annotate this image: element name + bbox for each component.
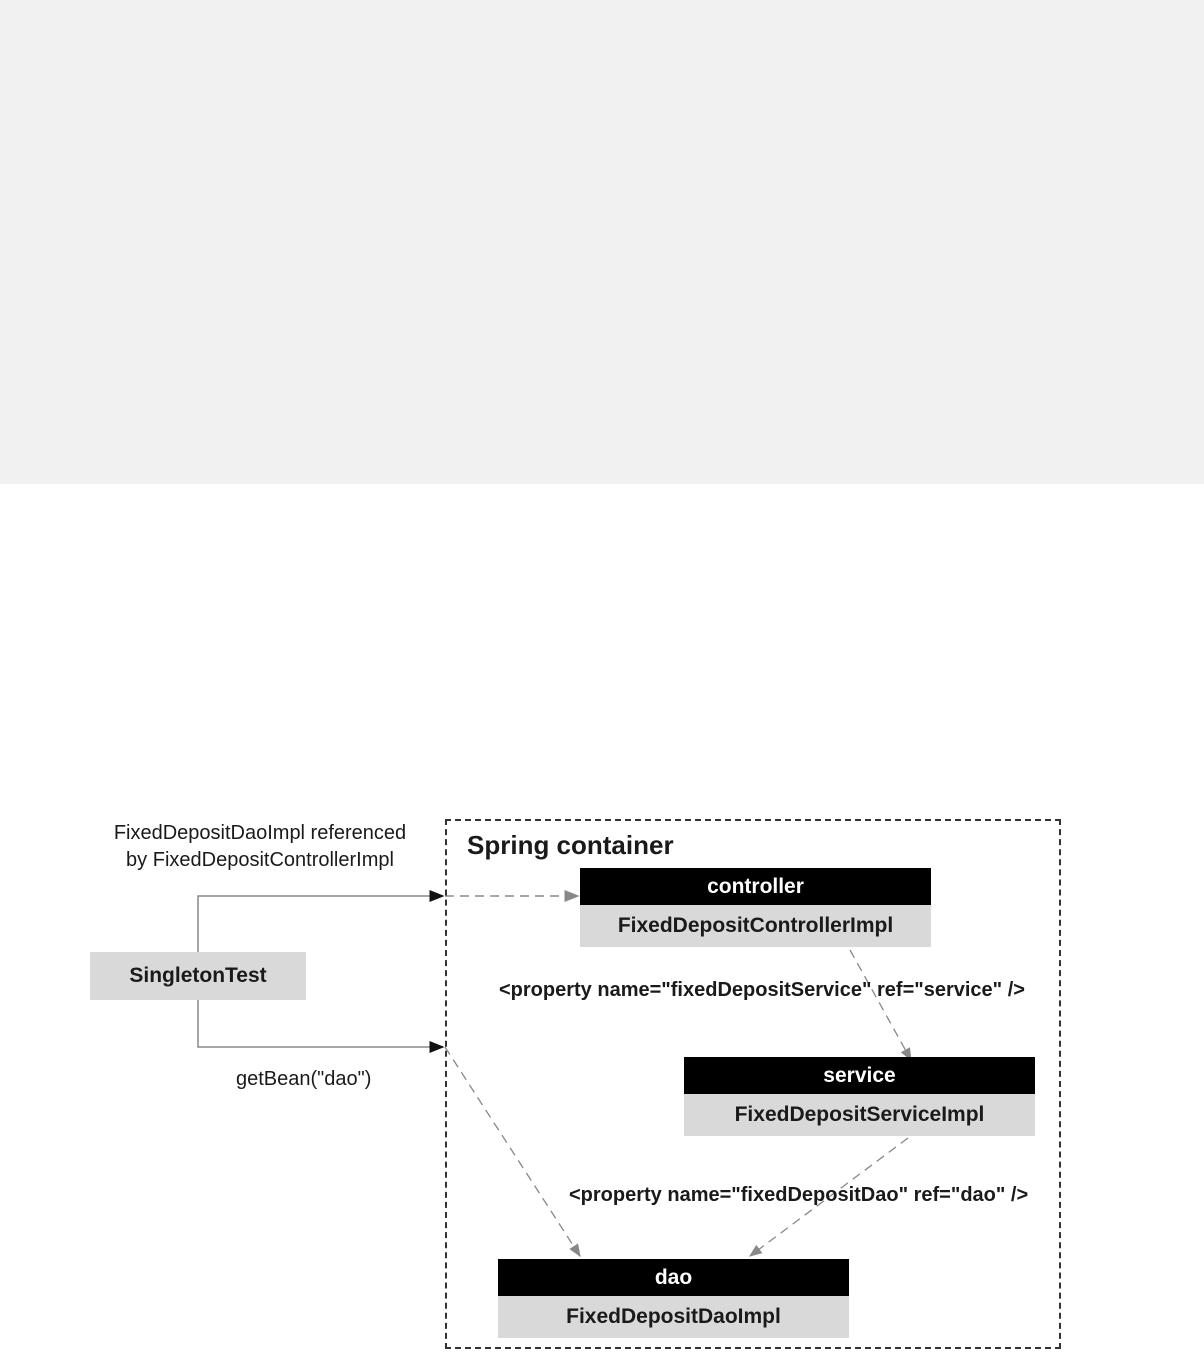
controller-bean [580,868,931,947]
dao-bean-id: dao [498,1259,849,1296]
reference-note-line2: by FixedDepositControllerImpl [126,849,394,871]
reference-note-line1: FixedDepositDaoImpl referenced [113,822,407,844]
controller-bean-id: controller [580,868,931,905]
controller-bean-class: FixedDepositControllerImpl [580,905,931,947]
dao-property-label: <property name="fixedDepositDao" ref="dao" /> [569,1184,1029,1206]
getbean-label: getBean("dao") [236,1068,372,1090]
dao-bean [498,1259,849,1338]
service-bean-id: service [684,1057,1035,1094]
service-bean-class: FixedDepositServiceImpl [684,1094,1035,1136]
reference-note [85,820,435,874]
service-bean [684,1057,1035,1136]
client-getbean-line [198,1000,443,1047]
service-property-label: <property name="fixedDepositService" ref="service" /> [499,979,1025,1001]
client-to-controller-line [198,896,443,952]
spring-container-title: Spring container [467,830,674,860]
dao-bean-class: FixedDepositDaoImpl [498,1296,849,1338]
singleton-test-box: SingletonTest [90,952,306,1000]
